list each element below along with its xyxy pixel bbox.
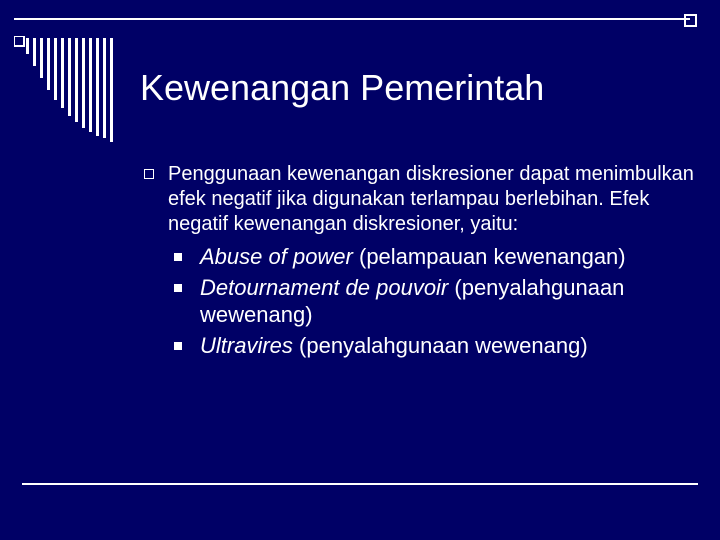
- slide-content: [144, 162, 704, 363]
- filled-square-bullet-icon: [174, 284, 182, 292]
- main-bullet-text: Penggunaan kewenangan diskresioner dapat menimbulkan efek negatif jika digunakan terlampau berlebihan. Efek negatif kewenangan diskresioner, yaitu:: [168, 163, 694, 235]
- sub-bullet-item: [174, 243, 704, 270]
- main-bullet-point: [144, 162, 704, 237]
- corner-square-decoration: [684, 14, 697, 27]
- top-divider-line: [14, 18, 690, 20]
- bottom-divider-line: [22, 483, 698, 485]
- sub-bullet-text: (penyalahgunaan wewenang): [200, 275, 625, 327]
- sub-bullet-item: [174, 274, 704, 328]
- sub-bullet-term: Abuse of power: [200, 244, 353, 269]
- filled-square-bullet-icon: [174, 342, 182, 350]
- slide-title: Kewenangan Pemerintah: [140, 67, 545, 108]
- filled-square-bullet-icon: [174, 253, 182, 261]
- sub-bullet-item: [174, 332, 704, 359]
- hollow-square-bullet-icon: [144, 169, 154, 179]
- sub-bullet-list: [144, 243, 704, 359]
- sub-bullet-text: (penyalahgunaan wewenang): [292, 333, 588, 358]
- sub-bullet-term: Ultravires: [200, 333, 293, 358]
- sub-bullet-term: Detournament de pouvoir: [200, 275, 449, 300]
- vertical-bars-decoration: [14, 36, 124, 146]
- sub-bullet-text: (pelampauan kewenangan): [352, 244, 626, 269]
